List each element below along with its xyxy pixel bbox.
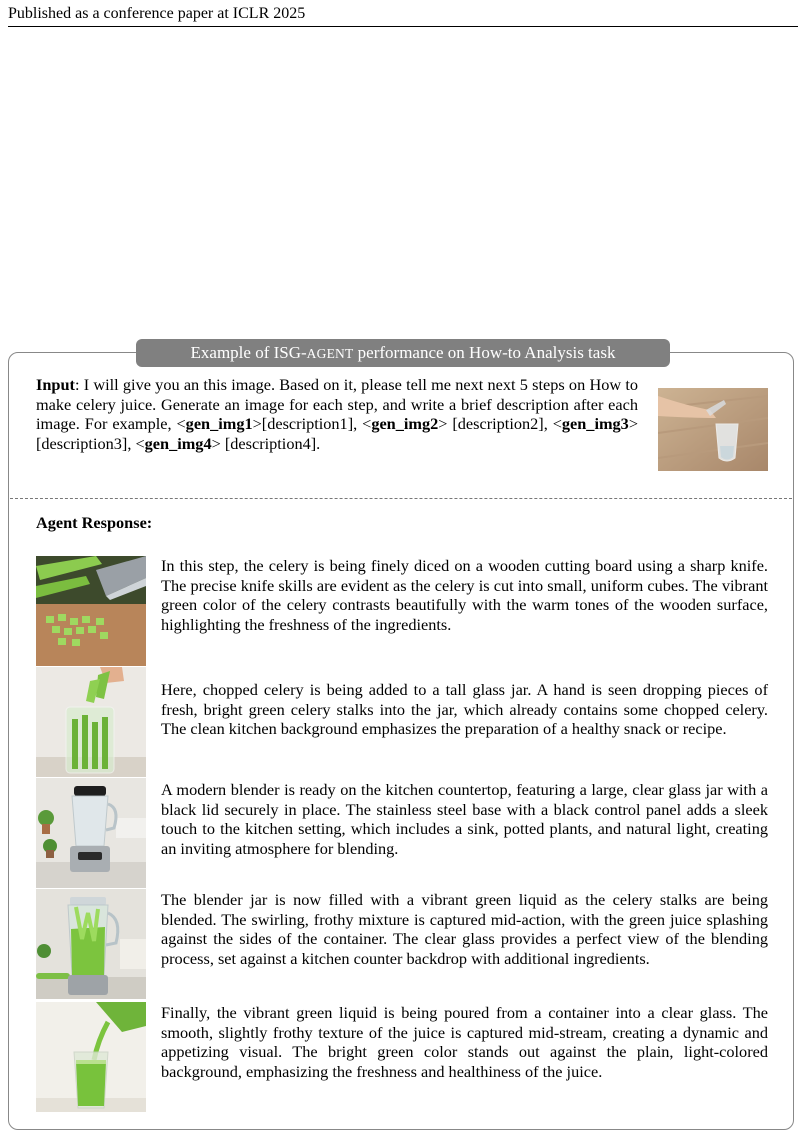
input-tag-3: gen_img3 [561, 414, 629, 434]
pouring-celery-juice-photo [36, 1002, 146, 1112]
blending-celery-photo [36, 889, 146, 999]
input-text-1: : I will give you an this image. Based on it, please tell me next next 5 steps on How to make celery juice. Generate an image for each step, and write a brief description after each image. For example, < [36, 375, 638, 434]
section-separator [10, 498, 792, 499]
agent-response-heading: Agent Response: [36, 513, 153, 532]
running-header: Published as a conference paper at ICLR 2025 [8, 5, 306, 22]
input-text-5: > [description4]. [211, 433, 321, 453]
step-5-image [36, 1002, 146, 1112]
step-3-description: A modern blender is ready on the kitchen countertop, featuring a large, clear glass jar with a black lid securely in place. The stainless steel base with a black control panel adds a sleek touch to the kitchen setting, which includes a sink, potted plants, and natural light, creating an inviting atmosphere for blending. [161, 780, 768, 858]
diced-celery-photo [36, 556, 146, 666]
input-tag-1: gen_img1 [185, 414, 253, 434]
step-3-image [36, 778, 146, 888]
input-tag-4: gen_img4 [144, 433, 212, 453]
input-text-2: >[description1], < [252, 414, 372, 434]
box-title-prefix: Example of ISG- [190, 343, 307, 362]
input-label: Input [36, 375, 75, 394]
header-rule [8, 26, 798, 27]
input-text-3: > [description2], < [438, 414, 562, 434]
box-title [136, 339, 670, 367]
celery-in-glass-jar-photo [36, 667, 146, 777]
blender-on-counter-photo [36, 778, 146, 888]
step-4-image [36, 889, 146, 999]
step-1-image [36, 556, 146, 666]
box-title-suffix: performance on How-to Analysis task [353, 343, 616, 362]
hand-pouring-water-into-glass-photo [658, 388, 768, 471]
step-2-image [36, 667, 146, 777]
input-prompt [36, 375, 638, 453]
step-1-description: In this step, the celery is being finely diced on a wooden cutting board using a sharp knife. The precise knife skills are evident as the celery is cut into small, uniform cubes. The vibrant green color of the celery contrasts beautifully with the warm tones of the wooden surface, highlighting the freshness of the ingredients. [161, 556, 768, 634]
step-2-description: Here, chopped celery is being added to a tall glass jar. A hand is seen dropping pieces of fresh, bright green celery stalks into the jar, which already contains some chopped celery. The clean kitchen background emphasizes the preparation of a healthy snack or recipe. [161, 680, 768, 739]
step-4-description: The blender jar is now filled with a vibrant green liquid as the celery stalks are being blended. The swirling, frothy mixture is captured mid-action, with the green juice splashing against the sides of the container. The clear glass provides a perfect view of the blending process, set against a kitchen counter backdrop with additional ingredients. [161, 890, 768, 968]
input-tag-2: gen_img2 [371, 414, 439, 434]
input-image [658, 388, 768, 471]
input-text-4: > [description3], < [36, 414, 638, 453]
box-title-smallcaps: AGENT [306, 346, 354, 361]
step-5-description: Finally, the vibrant green liquid is being poured from a container into a clear glass. The smooth, slightly frothy texture of the juice is captured mid-stream, creating a dynamic and appetizing visual. The bright green color stands out against the plain, light-colored background, emphasizing the freshness and healthiness of the juice. [161, 1003, 768, 1081]
